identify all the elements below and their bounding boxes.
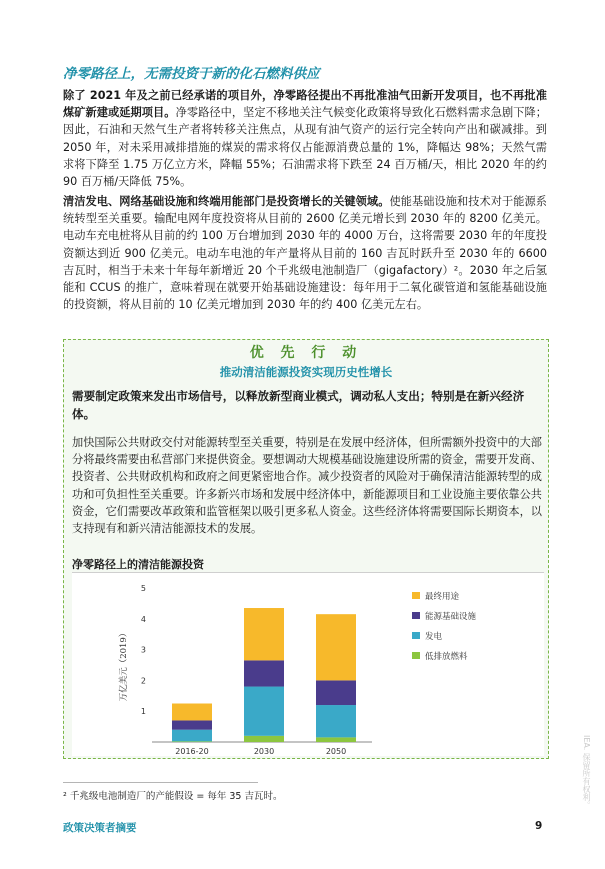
- legend-swatch: [412, 652, 420, 659]
- box-heading: 优 先 行 动: [249, 345, 363, 361]
- bar-segment: [244, 687, 284, 736]
- chart-svg: [72, 573, 544, 756]
- bar-segment: [172, 730, 212, 742]
- y-tick-label: 3: [140, 645, 146, 655]
- legend-label: 低排放燃料: [425, 652, 468, 662]
- bar-segment: [244, 736, 284, 742]
- y-tick-label: 5: [140, 584, 146, 593]
- y-tick-label: 1: [140, 707, 146, 717]
- paragraph-text: 使能基础设施和技术对于能源系统转型至关重要。输配电网年度投资将从目前的 2600 亿美元增长到 2030 年的 8200 亿美元。电动车充电桩将从目前的约 100 万台增加到 2030 年的 4000 万台，这将需要 2030 年的年度投资额达到近 900 亿美元。电动车电池的年产量将从目前的 160 吉瓦时跃升至 2030 年的 6600 吉瓦时，相当于未来十年每年新增近 20 个千兆级电池制造厂（gigafactory）²。2030 年之后氢能和 CCUS 的推广，意味着现在就要开始基础设施建设：每年用于二氧化碳管道和氢能基础设施的投资额，将从目前的 10 亿美元增加到 2030 年的约 400 亿美元左右。: [63, 195, 547, 312]
- legend-label: 最终用途: [425, 592, 460, 602]
- bar-segment: [172, 741, 212, 742]
- bar-segment: [316, 705, 356, 737]
- section-title: 净零路径上，无需投资于新的化石燃料供应: [63, 66, 320, 82]
- paragraph-lead-bold: 清洁发电、网络基础设施和终端用能部门是投资增长的关键领域。: [63, 195, 390, 208]
- footnote-divider: [63, 782, 258, 783]
- legend-swatch: [412, 632, 420, 639]
- legend-label: 能源基础设施: [425, 612, 477, 622]
- x-tick-label: 2030: [253, 747, 275, 756]
- bar-segment: [172, 704, 212, 721]
- x-tick-label: 2050: [325, 747, 347, 756]
- y-tick-label: 2: [140, 676, 146, 686]
- paragraph-lead-bold: 除了 2021 年及之前已经承诺的项目外，净零路径提出不再批准油气田新开发项目，也不再批准煤矿新建或延期项目。: [63, 89, 547, 120]
- paragraph-fossil-fuel: [63, 87, 547, 190]
- legend-swatch: [412, 592, 420, 599]
- footnote: ² 千兆级电池制造厂的产能假设 = 每年 35 吉瓦时。: [63, 791, 283, 802]
- x-tick-label: 2016-20: [175, 747, 209, 756]
- bar-segment: [316, 737, 356, 742]
- footer-title: 政策决策者摘要: [63, 822, 137, 834]
- bar-segment: [244, 608, 284, 660]
- rights-watermark: IEA. 保留所有权利。: [582, 735, 591, 809]
- y-axis-label: 万亿美元（2019）: [119, 628, 129, 702]
- legend-label: 发电: [425, 632, 443, 642]
- bar-segment: [244, 660, 284, 686]
- bar-segment: [316, 680, 356, 705]
- box-subheading: 推动清洁能源投资实现历史性增长: [219, 365, 393, 379]
- clean-energy-investment-chart: [72, 572, 544, 756]
- bar-segment: [172, 720, 212, 729]
- paragraph-investment-growth: [63, 193, 547, 313]
- box-body: 加快国际公共财政交付对能源转型至关重要，特别是在发展中经济体，但所需额外投资中的大部分将最终需要由私营部门来提供资金。要想调动大规模基础设施建设所需的资金，需要开发商、投资者、公共财政机构和政府之间更紧密地合作。减少投资者的风险对于确保清洁能源转型的成功和可负担性至关重要。许多新兴市场和发展中经济体中，新能源项目和工业设施主要依靠公共资金，它们需要改革政策和监管框架以吸引更多私人资金。这些经济体将需要国际长期资本，以支持现有和新兴清洁能源技术的发展。: [72, 436, 542, 536]
- bar-segment: [316, 614, 356, 680]
- priority-action-box: [63, 339, 549, 759]
- page-number: 9: [535, 820, 543, 832]
- paragraph-text: 净零路径中，坚定不移地关注气候变化政策将导致化石燃料需求急剧下降；因此，石油和天然气生产者将转移关注焦点，从现有油气资产的运行完全转向产出和碳减排。到 2050 年，对未采用减排措施的煤炭的需求将仅占能源消费总量的 1%，降幅达 98%；天然气需求将下降至 1.75 万亿立方米，降幅 55%；石油需求将下跌至 24 百万桶/天，相比 2020 年的约 90 百万桶/天降低 75%。: [63, 106, 547, 189]
- y-tick-label: 4: [140, 614, 146, 624]
- legend-swatch: [412, 612, 420, 619]
- chart-title: 净零路径上的清洁能源投资: [72, 558, 204, 571]
- box-lead: 需要制定政策来发出市场信号，以释放新型商业模式，调动私人支出；特别是在新兴经济体。: [72, 389, 525, 421]
